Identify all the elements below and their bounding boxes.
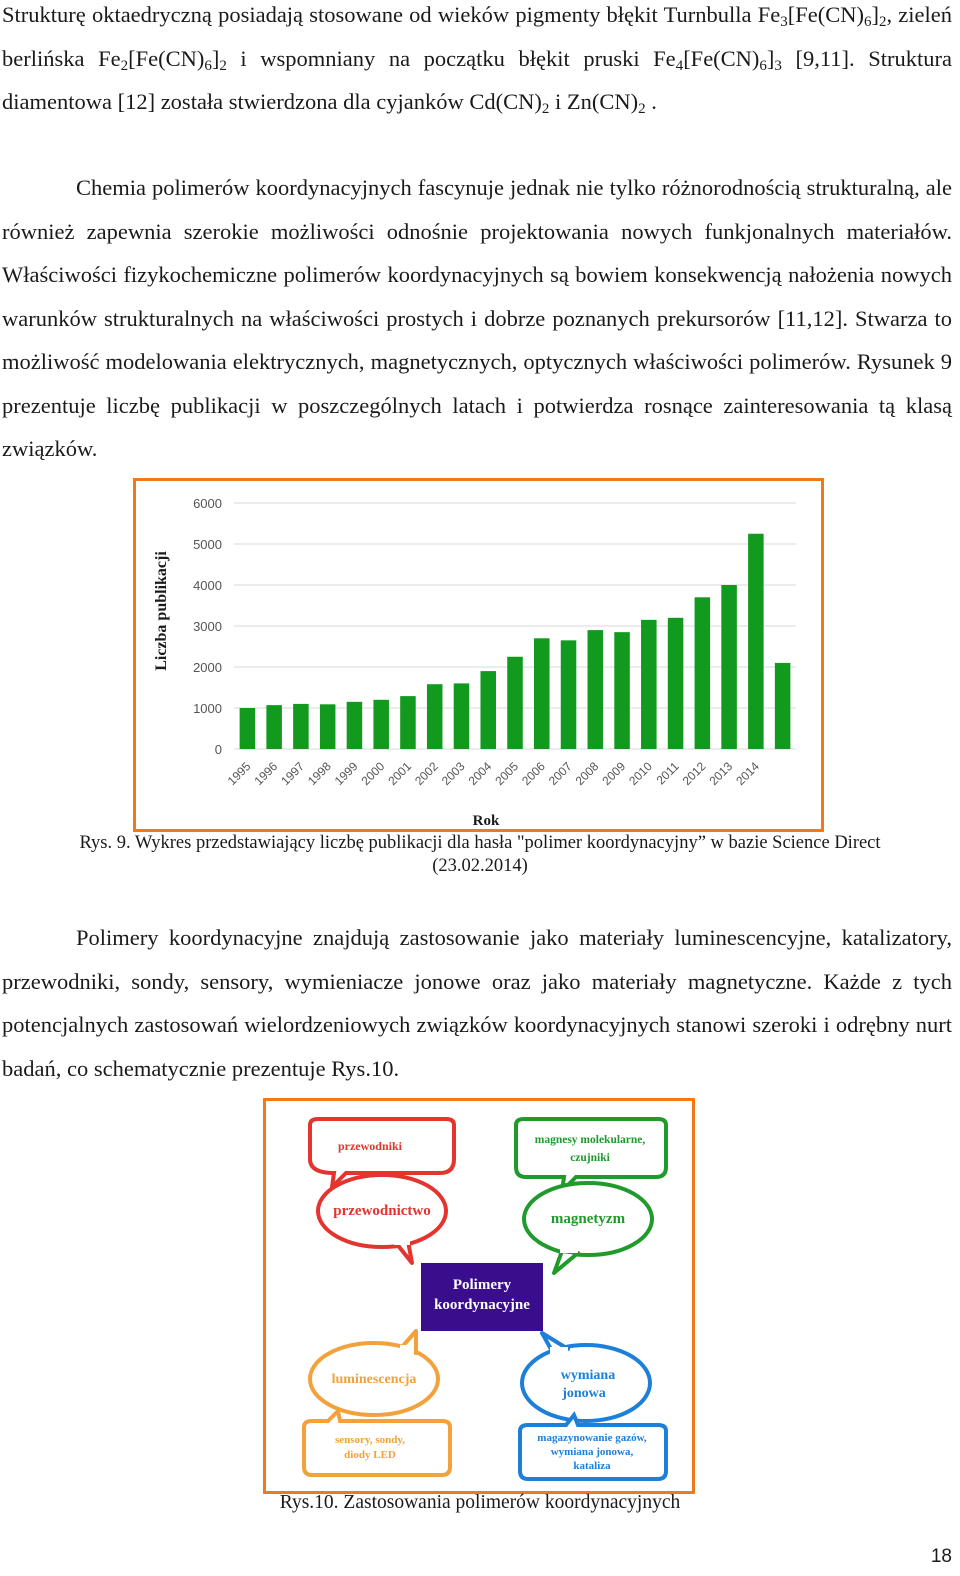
bubble-label: przewodniki bbox=[337, 1139, 403, 1153]
paragraph-3: Polimery koordynacyjne znajdują zastosowanie jako materiały luminescencyjne, katalizatory, przewodniki, sondy, sensory, wymieniacze jonowe oraz jako materiały magnetyczne. Każde z tych potencjalnych zastosowań wielordzeniowych związków koordynacyjnych stanowi szeroki i odrębny nurt badań, co schematycznie prezentuje Rys.10. bbox=[2, 925, 952, 1081]
bar bbox=[588, 630, 604, 749]
bubble-magazynowanie bbox=[520, 1415, 666, 1479]
bubble-luminescencja bbox=[310, 1331, 438, 1415]
bar bbox=[561, 640, 577, 749]
diagram-canvas bbox=[266, 1101, 692, 1491]
y-tick-label: 5000 bbox=[193, 537, 222, 552]
x-tick-label: 2005 bbox=[492, 759, 522, 789]
bar bbox=[775, 663, 791, 749]
text-run: Strukturę oktaedryczną posiadają stosowane od wieków pigmenty błękit Turnbulla Fe bbox=[2, 2, 781, 27]
bar bbox=[240, 708, 256, 749]
y-tick-label: 6000 bbox=[193, 496, 222, 511]
subscript: 6 bbox=[863, 14, 872, 30]
text-run: i wspomniany na początku błękit pruski Fe bbox=[226, 45, 676, 71]
chart-canvas bbox=[136, 481, 821, 829]
subscript: 6 bbox=[759, 57, 767, 74]
bar bbox=[480, 671, 496, 749]
bubble-label: magnesy molekularne, bbox=[534, 1134, 646, 1146]
subscript: 3 bbox=[774, 57, 782, 74]
text-run: ] bbox=[871, 2, 879, 27]
bar bbox=[293, 704, 309, 749]
x-tick-label: 2001 bbox=[385, 759, 415, 789]
paragraph-2: Chemia polimerów koordynacyjnych fascynuje jednak nie tylko różnorodnością strukturalną, ale również zapewnia szerokie możliwości odnośnie projektowania nowych funkjonalnych materiałów. Właściwości fizykochemiczne polimerów koordynacyjnych są bowiem konsekwencją nałożenia nowych warunków strukturalnych na właściwości prostych i dobrze poznanych prekursorów [11,12]. Stwarza to możliwość modelowania elektrycznych, magnetycznych, optycznych właściwości polimerów. Rysunek 9 prezentuje liczbę publikacji w poszczególnych latach i potwierdza rosnące zainteresowania tą klasą związków. bbox=[2, 175, 952, 461]
chart-x-axis-label: Rok bbox=[472, 813, 500, 829]
figure-9-caption bbox=[0, 832, 960, 878]
bubble-magnesy bbox=[516, 1119, 666, 1191]
bar bbox=[748, 534, 764, 749]
text-run: ] bbox=[766, 45, 775, 71]
chart-x-ticks bbox=[225, 759, 762, 788]
subscript: 2 bbox=[219, 57, 227, 74]
x-tick-label: 2008 bbox=[572, 759, 602, 789]
text-run: . bbox=[645, 89, 657, 114]
bar bbox=[400, 696, 416, 749]
center-label: koordynacyjne bbox=[434, 1297, 530, 1313]
x-tick-label: 1999 bbox=[331, 759, 361, 789]
y-tick-label: 4000 bbox=[193, 578, 222, 593]
chart-y-ticks bbox=[193, 496, 222, 757]
bubble-label: luminescencja bbox=[331, 1372, 417, 1387]
bar bbox=[695, 597, 711, 749]
caption-line: (23.02.2014) bbox=[432, 856, 528, 876]
x-tick-label: 2002 bbox=[412, 759, 441, 789]
bubble-label: magazynowanie gazów, bbox=[537, 1432, 647, 1444]
publications-bar-chart bbox=[133, 478, 824, 832]
subscript: 2 bbox=[878, 14, 887, 30]
subscript: 2 bbox=[541, 101, 550, 117]
text-run: ] bbox=[211, 45, 220, 71]
applications-diagram bbox=[263, 1098, 695, 1494]
x-tick-label: 2012 bbox=[679, 759, 709, 789]
x-tick-label: 1997 bbox=[278, 759, 308, 789]
bubble-label: przewodnictwo bbox=[333, 1203, 431, 1219]
paragraph-1 bbox=[2, 0, 952, 124]
x-tick-label: 1995 bbox=[224, 759, 254, 789]
text-run: , zieleń berlińska Fe bbox=[2, 2, 952, 71]
y-tick-label: 3000 bbox=[193, 619, 222, 634]
subscript: 2 bbox=[638, 101, 646, 117]
bubble-label: sensory, sondy, bbox=[335, 1434, 405, 1446]
bar bbox=[320, 704, 336, 749]
bar bbox=[373, 700, 389, 749]
chart-y-axis-label: Liczba publikacji bbox=[153, 551, 170, 671]
caption-line: Rys. 9. Wykres przedstawiający liczbę publikacji dla hasła "polimer koordynacyjny” w bazie Science Direct bbox=[79, 833, 881, 853]
bar bbox=[668, 618, 684, 749]
text-run: [Fe(CN) bbox=[683, 45, 760, 71]
bar bbox=[614, 632, 630, 749]
y-tick-label: 1000 bbox=[193, 701, 222, 716]
chart-bars bbox=[240, 534, 791, 749]
bar bbox=[507, 657, 523, 749]
bar bbox=[641, 620, 657, 749]
x-tick-label: 2007 bbox=[545, 759, 575, 789]
y-tick-label: 0 bbox=[214, 742, 222, 757]
bubble-label: kataliza bbox=[573, 1460, 611, 1472]
subscript: 2 bbox=[120, 57, 129, 74]
bubble-magnetyzm bbox=[524, 1183, 652, 1273]
x-tick-label: 1996 bbox=[251, 759, 281, 789]
center-box bbox=[421, 1263, 543, 1331]
text-run: [9,11]. Struktura diamentowa [12] została stwierdzona dla cyjanków Cd(CN) bbox=[2, 45, 953, 114]
center-label: Polimery bbox=[452, 1277, 512, 1293]
bubble-label: wymiana bbox=[560, 1368, 616, 1383]
bar bbox=[347, 702, 363, 749]
x-tick-label: 2004 bbox=[465, 759, 495, 789]
figure-10-caption: Rys.10. Zastosowania polimerów koordynacyjnych bbox=[279, 1492, 681, 1513]
page-number: 18 bbox=[930, 1546, 952, 1567]
subscript: 6 bbox=[204, 57, 212, 74]
bar bbox=[721, 585, 737, 749]
bar bbox=[534, 638, 550, 749]
bubble-sensory bbox=[304, 1411, 450, 1475]
bar bbox=[454, 683, 470, 749]
x-tick-label: 2014 bbox=[733, 759, 762, 789]
bubble-label: diody LED bbox=[344, 1449, 396, 1461]
bubble-label: jonowa bbox=[562, 1386, 606, 1401]
x-tick-label: 2011 bbox=[653, 759, 682, 788]
bubble-label: czujniki bbox=[570, 1152, 610, 1164]
text-run: [Fe(CN) bbox=[128, 45, 205, 71]
bubble-label: magnetyzm bbox=[550, 1211, 626, 1227]
subscript: 3 bbox=[780, 14, 788, 30]
bar bbox=[266, 705, 282, 749]
x-tick-label: 2006 bbox=[519, 759, 548, 789]
bubble-przewodnictwo bbox=[318, 1175, 446, 1263]
y-tick-label: 2000 bbox=[193, 660, 222, 675]
text-run: i Zn(CN) bbox=[549, 89, 639, 114]
x-tick-label: 2013 bbox=[706, 759, 736, 789]
x-tick-label: 1998 bbox=[305, 759, 334, 789]
x-tick-label: 2010 bbox=[626, 759, 655, 789]
x-tick-label: 2000 bbox=[358, 759, 388, 789]
x-tick-label: 2003 bbox=[438, 759, 468, 789]
text-run: [Fe(CN) bbox=[787, 2, 864, 27]
bubble-label: wymiana jonowa, bbox=[550, 1446, 634, 1458]
subscript: 4 bbox=[675, 57, 684, 74]
bar bbox=[427, 684, 443, 749]
bubble-wymiana-jonowa bbox=[522, 1333, 650, 1421]
x-tick-label: 2009 bbox=[599, 759, 629, 789]
